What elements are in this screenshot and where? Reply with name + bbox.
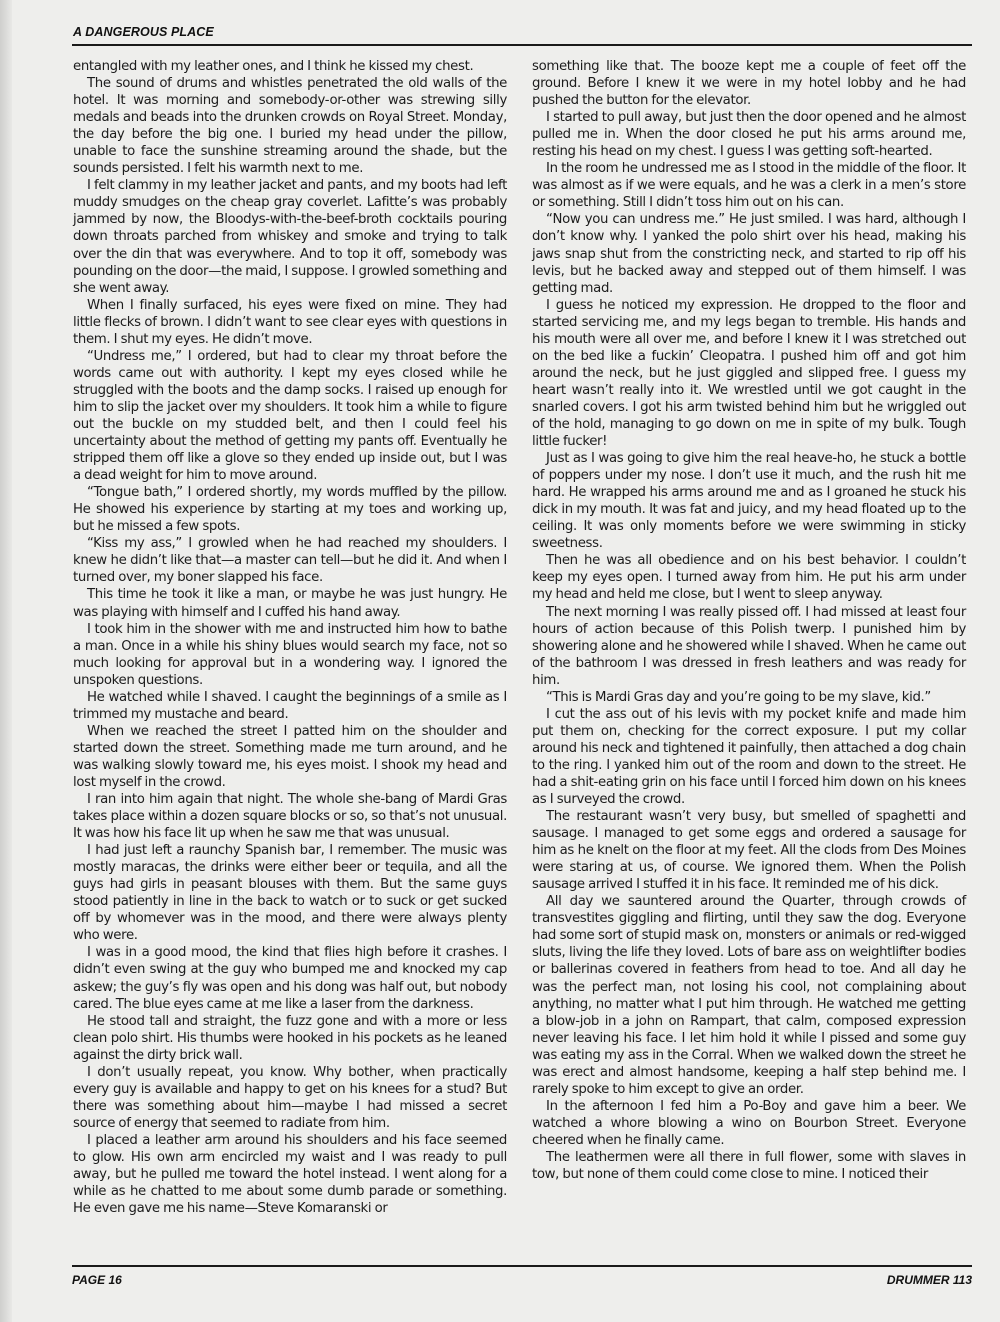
paragraph: He watched while I shaved. I caught the beginnings of a smile as I trimmed my mustache and beard.	[73, 689, 507, 722]
paragraph: He stood tall and straight, the fuzz gone and with a more or less clean polo shirt. His thumbs were hooked in his pockets as he leaned against the dirty brick wall.	[73, 1013, 507, 1063]
paragraph: Then he was all obedience and on his best behavior. I couldn’t keep my eyes open. I turned away from him. He put his arm under my head and held me close, but I went to sleep anyway.	[532, 553, 966, 603]
paragraph: “Tongue bath,” I ordered shortly, my words muffled by the pillow. He showed his experience by starting at my toes and working up, but he missed a few spots.	[73, 485, 507, 535]
right-column	[532, 58, 966, 1183]
paragraph: When we reached the street I patted him on the shoulder and started down the street. Something made me turn around, and he was walking slowly toward me, his eyes moist. I shook my head and lost myself in the crowd.	[73, 723, 507, 790]
paragraph: In the room he undressed me as I stood in the middle of the floor. It was almost as if we were equals, and he was a clerk in a men’s store or something. Still I didn’t toss him out on his can.	[532, 161, 966, 211]
paragraph: I cut the ass out of his levis with my pocket knife and made him put them on, checking for the correct exposure. I put my collar around his neck and tightened it painfully, then attached a dog chain to the ring. I yanked him out of the room and down to the street. He had a shit-eating grin on his face until I forced him down on his knees as I surveyed the crowd.	[532, 706, 966, 808]
paragraph: In the afternoon I fed him a Po-Boy and gave him a beer. We watched a whore blowing a wino on Bourbon Street. Everyone cheered when he finally came.	[532, 1098, 966, 1148]
paragraph: This time he took it like a man, or maybe he was just hungry. He was playing with himself and I cuffed his hand away.	[73, 587, 507, 620]
paragraph: I placed a leather arm around his shoulders and his face seemed to glow. His own arm encircled my waist and I was ready to pull away, but he pulled me toward the hotel instead. I went along for a while as he chatted to me about some dumb parade or something. He even gave me his name—Steve Komaranski or	[73, 1132, 507, 1217]
page-spine-shadow	[0, 0, 12, 1322]
paragraph: I ran into him again that night. The whole she-bang of Mardi Gras takes place within a dozen square blocks or so, so that’s not unusual. It was how his face lit up when he saw me that was unusual.	[73, 792, 507, 842]
paragraph: The restaurant wasn’t very busy, but smelled of spaghetti and sausage. I managed to get some eggs and ordered a sausage for him as he knelt on the floor at my feet. All the clods from Des Moines were staring at us, of course. We ignored them. When the Polish sausage arrived I stuffed it in his face. It reminded me of his dick.	[532, 809, 966, 893]
paragraph: The leathermen were all there in full flower, some with slaves in tow, but none of them could come close to mine. I noticed their	[532, 1150, 966, 1183]
paragraph: “Now you can undress me.” He just smiled. I was hard, although I don’t know why. I yanked the polo shirt over his head, making his jaws snap shut from the constricting neck, and started to rip off his levis, but he backed away and stepped out of them himself. I was getting mad.	[532, 212, 966, 296]
paragraph: I don’t usually repeat, you know. Why bother, when practically every guy is available and happy to get on his knees for a stud? But there was something about him—maybe I had missed a secret source of energy that seemed to radiate from him.	[73, 1064, 507, 1131]
left-column	[73, 58, 507, 1217]
paragraph: I started to pull away, but just then the door opened and he almost pulled me in. When the door closed he put his arms around me, resting his head on my chest. I guess I was getting soft-hearted.	[532, 110, 966, 160]
paragraph: I guess he noticed my expression. He dropped to the floor and started servicing me, and my legs began to tremble. His hands and his mouth were all over me, and before I knew it I was stretched out on the bed like a fuckin’ Cleopatra. I pushed him off and got him around the neck, but he just giggled and slipped free. I guess my heart wasn’t really into it. We wrestled until we got caught in the snarled covers. I got his arm twisted behind him but he wriggled out of the hold, managing to go down on me in spite of my bulk. Tough little fucker!	[532, 297, 966, 450]
issue-label: DRUMMER 113	[886, 1273, 972, 1287]
paragraph: I was in a good mood, the kind that flies high before it crashes. I didn’t even swing at the guy who bumped me and knocked my cap askew; the guy’s fly was open and his dong was half out, but nobody cared. The blue eyes came at me like a laser from the darkness.	[73, 945, 507, 1012]
paragraph: The sound of drums and whistles penetrated the old walls of the hotel. It was morning and somebody-or-other was strewing silly medals and beads into the drunken crowds on Royal Street. Monday, the day before the big one. I buried my head under the pillow, unable to face the sunshine streaming around the shade, but the sounds persisted. I felt his warmth next to me.	[73, 76, 507, 177]
paragraph: The next morning I was really pissed off. I had missed at least four hours of action because of this Polish twerp. I punished him by showering alone and he showered while I shaved. When he came out of the bathroom I was dressed in fresh leathers and was ready for him.	[532, 604, 966, 688]
running-head: A DANGEROUS PLACE	[73, 25, 214, 39]
header-rule	[72, 44, 972, 46]
paragraph: I took him in the shower with me and instructed him how to bathe a man. Once in a while his shiny blues would search my face, not so much looking for approval but in a wondering way. I ignored the unspoken questions.	[73, 621, 507, 688]
page-number: PAGE 16	[72, 1273, 122, 1287]
paragraph: something like that. The booze kept me a couple of feet off the ground. Before I knew it we were in my hotel lobby and he had pushed the button for the elevator.	[532, 59, 966, 109]
paragraph: When I finally surfaced, his eyes were fixed on mine. They had little flecks of brown. I didn’t want to see clear eyes with questions in them. I shut my eyes. He didn’t move.	[73, 297, 507, 347]
paragraph: Just as I was going to give him the real heave-ho, he stuck a bottle of poppers under my nose. I don’t use it much, and the rush hit me hard. He wrapped his arms around me and as I groaned he stuck his dick in my mouth. It was fat and juicy, and my head floated up to the ceiling. It was only moments before we were swimming in sticky sweetness.	[532, 451, 966, 552]
paragraph: entangled with my leather ones, and I think he kissed my chest.	[73, 59, 474, 74]
footer-rule	[72, 1265, 972, 1267]
paragraph: “Kiss my ass,” I growled when he had reached my shoulders. I knew he didn’t like that—a master can tell—but he did it. And when I turned over, my boner slapped his face.	[73, 536, 507, 586]
paragraph: I felt clammy in my leather jacket and pants, and my boots had left muddy smudges on the cheap gray coverlet. Lafitte’s was probably jammed by now, the Bloodys-with-the-beef-broth cocktails pouring down throats parched from whiskey and smoke and trying to talk over the din that was everywhere. And to top it off, somebody was pounding on the door—the maid, I suppose. I growled something and she went away.	[73, 178, 507, 296]
paragraph: “Undress me,” I ordered, but had to clear my throat before the words came out with authority. I kept my eyes closed while he struggled with the boots and the damp socks. I raised up enough for him to slip the jacket over my shoulders. It took him a while to figure out the buckle on my studded belt, and then I could feel his uncertainty about the method of getting my pants off. Eventually he stripped them off like a glove so they ended up inside out, but I was a dead weight for him to move around.	[73, 348, 507, 484]
paragraph: All day we sauntered around the Quarter, through crowds of transvestites giggling and flirting, until they saw the dog. Everyone had some sort of stupid mask on, monsters or animals or red-wigged sluts, living the life they loved. Lots of bare ass on weightlifter bodies or ballerinas covered in feathers from head to toe. And all day he was the perfect man, not losing his cool, not complaining about anything, no matter what I put him through. He watched me getting a blow-job in a john on Rampart, that calm, composed expression never leaving his face. I let him hold it while I pissed and some guy was eating my ass in the Corral. When we walked down the street he was erect and almost handsome, keeping a half step behind me. I rarely spoke to him except to give an order.	[532, 894, 966, 1097]
paragraph: I had just left a raunchy Spanish bar, I remember. The music was mostly maracas, the drinks were either beer or tequila, and all the guys had girls in peasant blouses with them. But the same guys stood patiently in line in the back to watch or to suck or get sucked off by whomever was in the mood, and there were always plenty who were.	[73, 843, 507, 944]
paragraph: “This is Mardi Gras day and you’re going to be my slave, kid.”	[546, 689, 931, 705]
